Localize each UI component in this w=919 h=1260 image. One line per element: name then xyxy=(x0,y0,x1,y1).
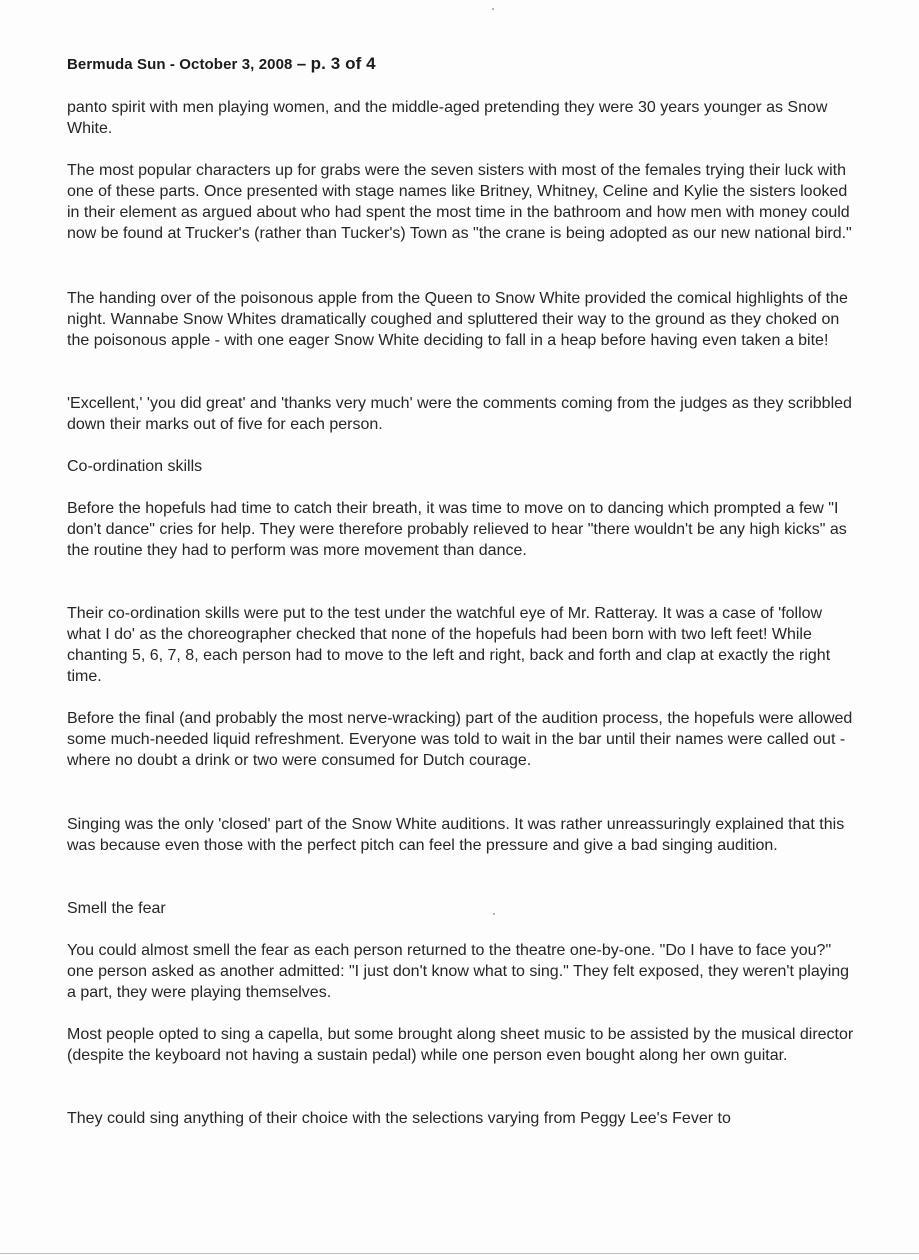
paragraph-dancing: Before the hopefuls had time to catch their breath, it was time to move on to dancing which prompted a few "I don't dance" cries for help. They were therefore probably relieved to hear "there wouldn't be any high kicks" as the routine they had to perform was more movement than dance. xyxy=(67,500,847,559)
page-header xyxy=(67,54,376,74)
scan-speck xyxy=(493,913,495,915)
paragraph-song-selections: They could sing anything of their choice with the selections varying from Peggy Lee's Fever to xyxy=(67,1110,731,1127)
header-dash: – xyxy=(296,54,307,73)
page-number: p. 3 of 4 xyxy=(310,54,376,73)
publication-date: Bermuda Sun - October 3, 2008 xyxy=(67,56,293,73)
paragraph-singing-closed: Singing was the only 'closed' part of the Snow White auditions. It was rather unreassuringly explained that this was because even those with the perfect pitch can feel the pressure and give a bad singing audition. xyxy=(67,816,845,854)
paragraph-refreshment: Before the final (and probably the most nerve-wracking) part of the audition process, the hopefuls were allowed some much-needed liquid refreshment. Everyone was told to wait in the bar until their names were called out - where no doubt a drink or two were consumed for Dutch courage. xyxy=(67,710,853,769)
scan-edge-line xyxy=(0,1253,919,1254)
paragraph-panto-spirit: panto spirit with men playing women, and the middle-aged pretending they were 30 years younger as Snow White. xyxy=(67,99,828,137)
paragraph-judges-comments: 'Excellent,' 'you did great' and 'thanks very much' were the comments coming from the judges as they scribbled down their marks out of five for each person. xyxy=(67,395,852,433)
paragraph-poisonous-apple: The handing over of the poisonous apple from the Queen to Snow White provided the comical highlights of the night. Wannabe Snow Whites dramatically coughed and spluttered their way to the ground as they choked on the poisonous apple - with one eager Snow White deciding to fall in a heap before having even taken a bite! xyxy=(67,290,848,349)
paragraph-a-capella: Most people opted to sing a capella, but some brought along sheet music to be assisted by the musical director (despite the keyboard not having a sustain pedal) while one person even bought along her own guitar. xyxy=(67,1026,854,1064)
subheading-smell-the-fear: Smell the fear xyxy=(67,900,166,917)
paragraph-choreographer: Their co-ordination skills were put to the test under the watchful eye of Mr. Ratteray. It was a case of 'follow what I do' as the choreographer checked that none of the hopefuls had been born with two left feet! While chanting 5, 6, 7, 8, each person had to move to the left and right, back and forth and clap at exactly the right time. xyxy=(67,605,831,685)
subheading-coordination-skills: Co-ordination skills xyxy=(67,458,203,475)
scan-speck xyxy=(492,8,494,10)
paragraph-fear: You could almost smell the fear as each person returned to the theatre one-by-one. "Do I have to face you?" one person asked as another admitted: "I just don't know what to sing." They felt exposed, they weren't playing a part, they were playing themselves. xyxy=(67,942,850,1001)
paragraph-seven-sisters: The most popular characters up for grabs were the seven sisters with most of the females trying their luck with one of these parts. Once presented with stage names like Britney, Whitney, Celine and Kylie the sisters looked in their element as argued about who had spent the most time in the bathroom and how men with money could now be found at Trucker's (rather than Tucker's) Town as "the crane is being adopted as our new national bird." xyxy=(67,162,852,242)
